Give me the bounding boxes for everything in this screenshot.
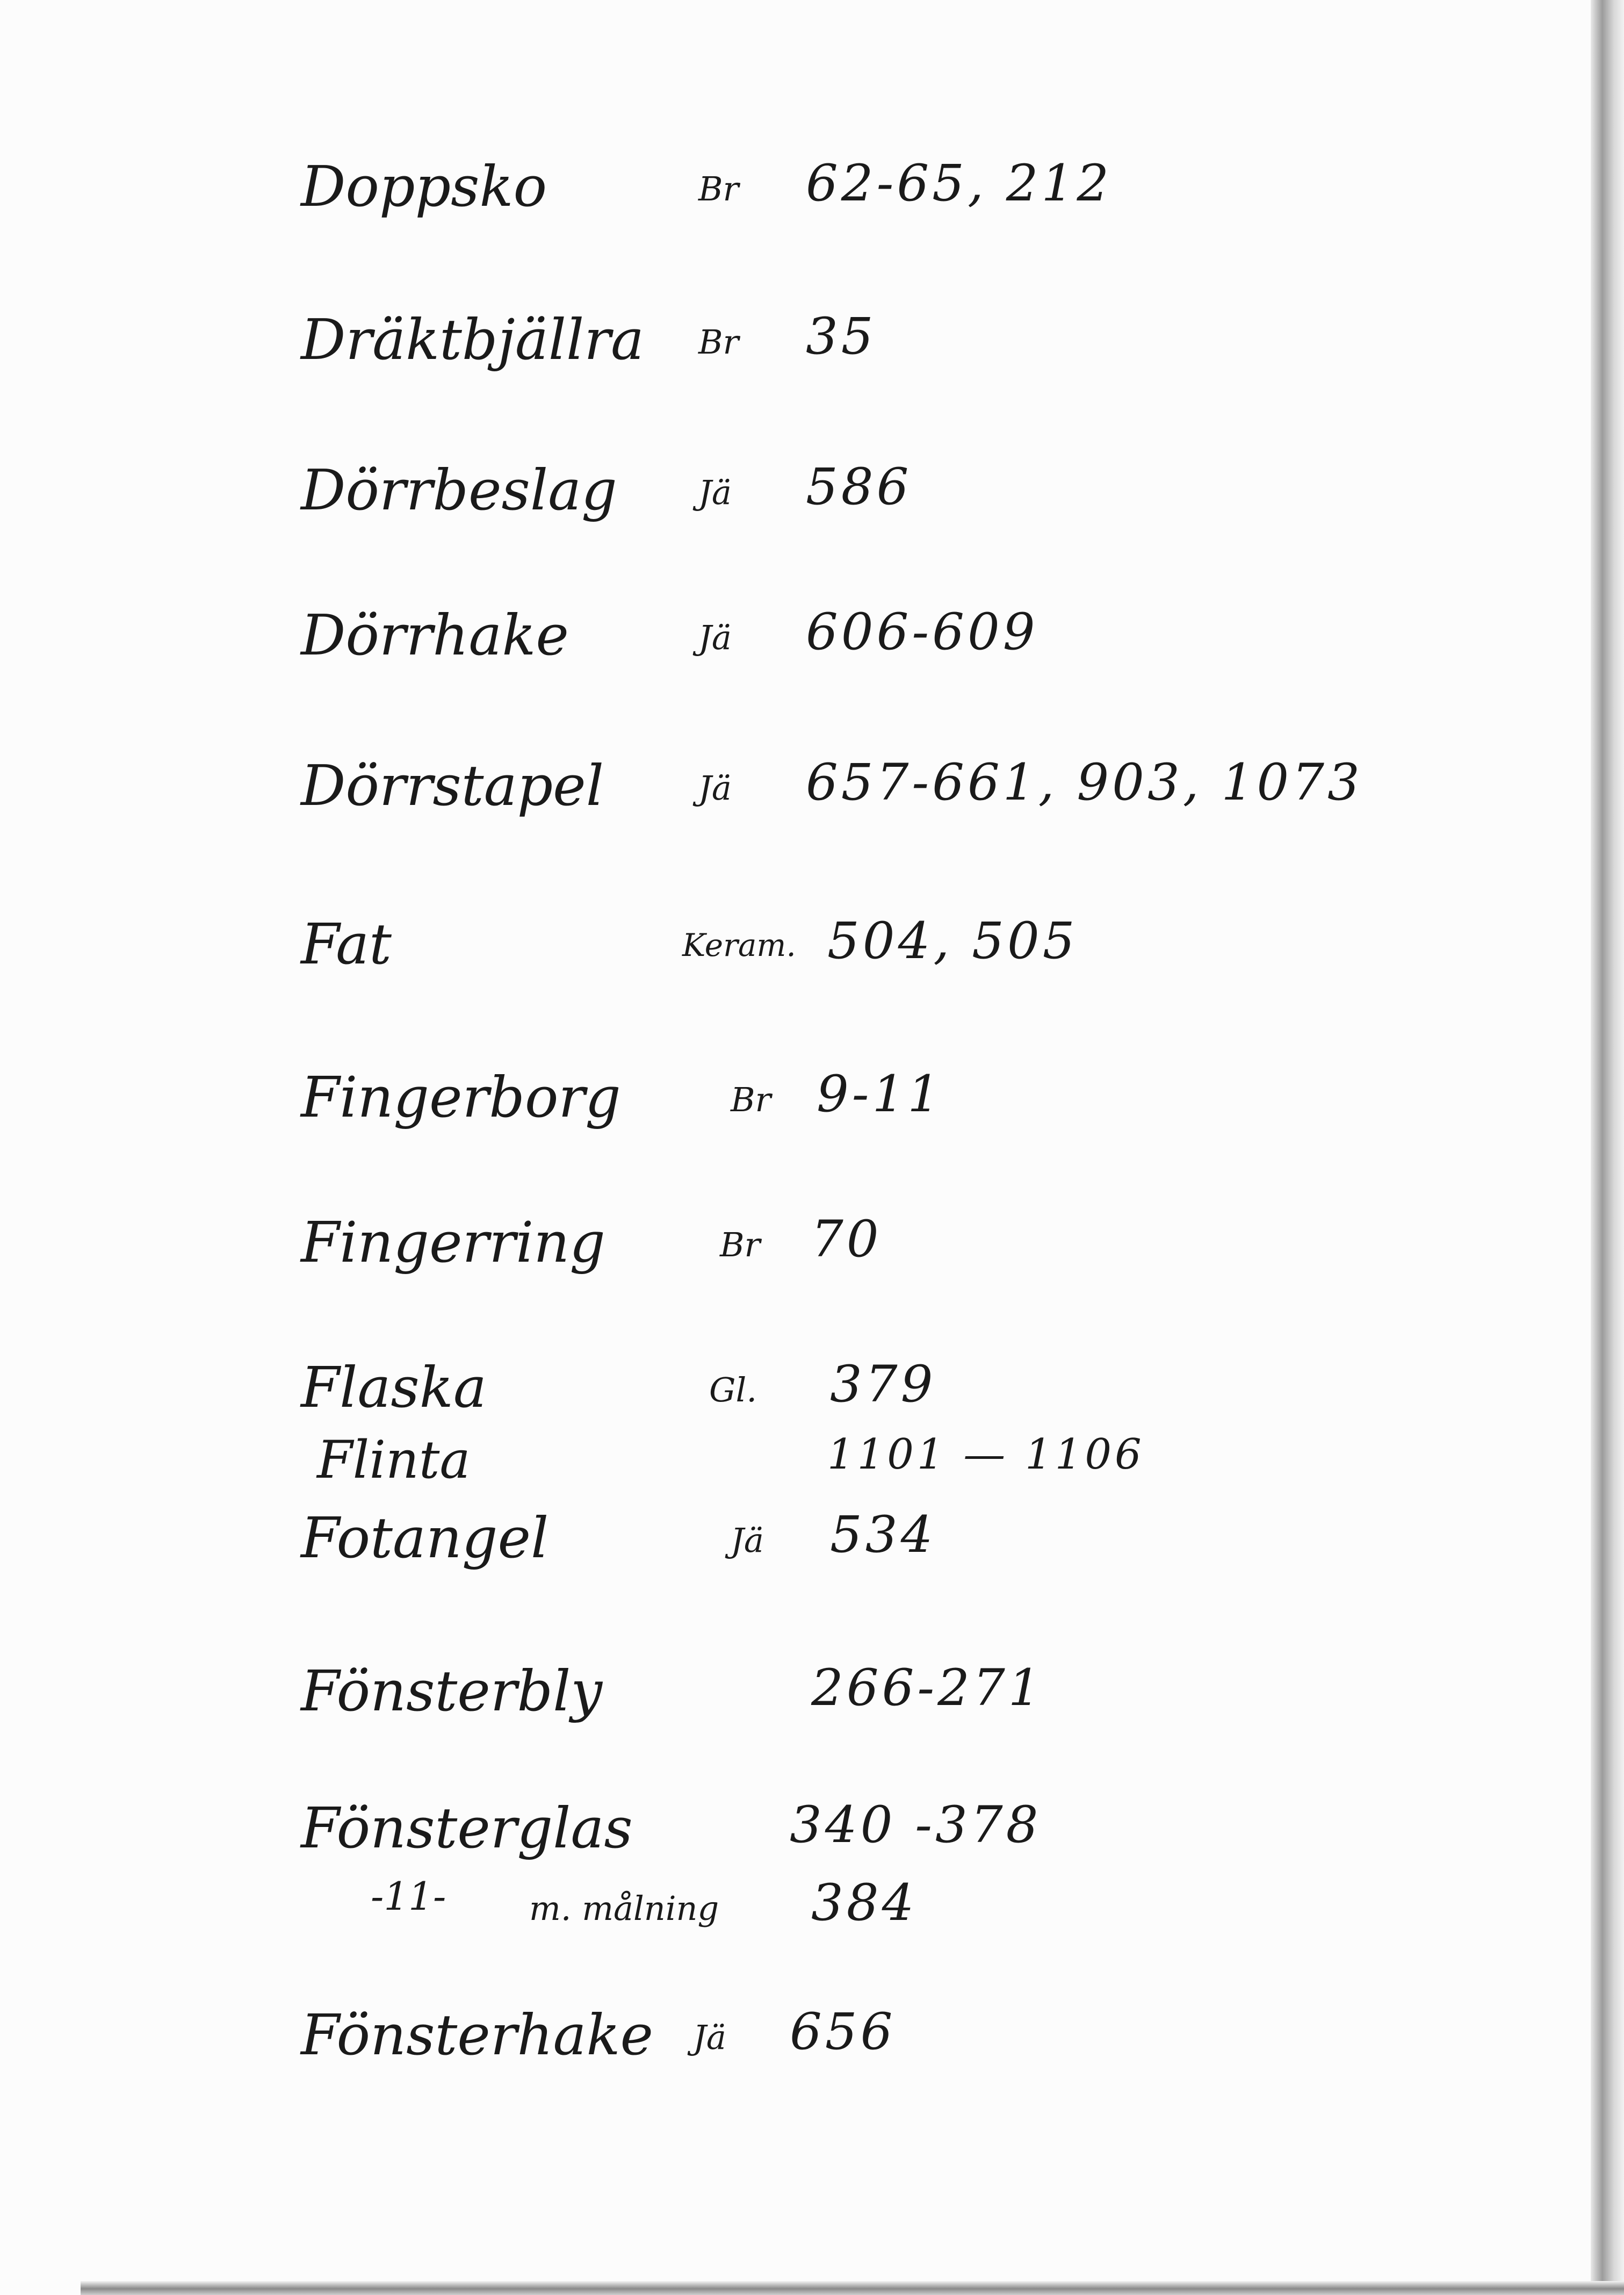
entry-term: Dörrbeslag — [301, 457, 617, 523]
entry-material: Jä — [698, 473, 732, 512]
entry-material: Br — [720, 1225, 761, 1264]
entry-references: 534 — [830, 1506, 936, 1564]
entry-material: Jä — [698, 768, 732, 808]
index-entry — [0, 1875, 1558, 1983]
entry-references: 266-271 — [811, 1659, 1044, 1717]
entry-references: 9-11 — [817, 1065, 943, 1124]
entry-term: Fönsterbly — [301, 1658, 603, 1724]
entry-references: 586 — [806, 458, 912, 516]
entry-references: 656 — [790, 2003, 896, 2061]
entry-references: 35 — [806, 307, 877, 366]
index-entry — [0, 602, 1558, 712]
index-entry — [0, 156, 1558, 263]
entry-material: Br — [698, 322, 739, 362]
entry-term: Fat — [301, 911, 392, 977]
index-entry — [0, 755, 1558, 862]
entry-material: Jä — [698, 618, 732, 657]
entry-references: 1101 — 1106 — [827, 1430, 1145, 1479]
entry-term: Doppsko — [301, 154, 547, 219]
index-entry — [0, 309, 1558, 416]
page-edge-shadow-bottom — [81, 2281, 1624, 2295]
index-entry — [0, 1212, 1558, 1319]
entry-term: Dörrhake — [301, 602, 569, 668]
entry-references: 657-661, 903, 1073 — [806, 753, 1363, 812]
entry-references: 340 -378 — [790, 1796, 1042, 1854]
index-entry — [0, 1507, 1558, 1615]
entry-material: Gl. — [709, 1370, 757, 1409]
page-edge-shadow-right — [1591, 0, 1624, 2295]
entry-material: Keram. — [682, 927, 796, 963]
entry-material: Br — [731, 1080, 771, 1119]
entry-term: Dörrstapel — [301, 753, 604, 818]
entry-material: Jä — [731, 1521, 764, 1560]
entry-term: -11- — [371, 1874, 446, 1919]
entry-term: Fingerring — [301, 1210, 605, 1275]
entry-references: 70 — [811, 1210, 882, 1269]
index-entry — [0, 1660, 1558, 1768]
entry-material: m. målning — [529, 1889, 719, 1928]
entry-material: Br — [698, 169, 739, 208]
entry-term: Dräktbjällra — [301, 307, 644, 372]
index-entry — [0, 459, 1558, 567]
entry-term: Flinta — [317, 1430, 471, 1490]
entry-term: Fingerborg — [301, 1064, 621, 1130]
entry-references: 379 — [830, 1355, 936, 1414]
index-entry — [0, 1064, 1558, 1174]
index-entry — [0, 913, 1558, 1021]
entry-references: 62-65, 212 — [806, 154, 1113, 213]
entry-references: 606-609 — [806, 603, 1038, 661]
index-entry — [0, 2004, 1558, 2112]
entry-term: Fotangel — [301, 1505, 549, 1571]
entry-term: Fönsterhake — [301, 2002, 654, 2068]
entry-material: Jä — [693, 2018, 726, 2057]
entry-term: Flaska — [301, 1355, 487, 1420]
entry-term: Fönsterglas — [301, 1795, 633, 1861]
entry-references: 384 — [811, 1874, 918, 1932]
entry-references: 504, 505 — [827, 912, 1078, 970]
